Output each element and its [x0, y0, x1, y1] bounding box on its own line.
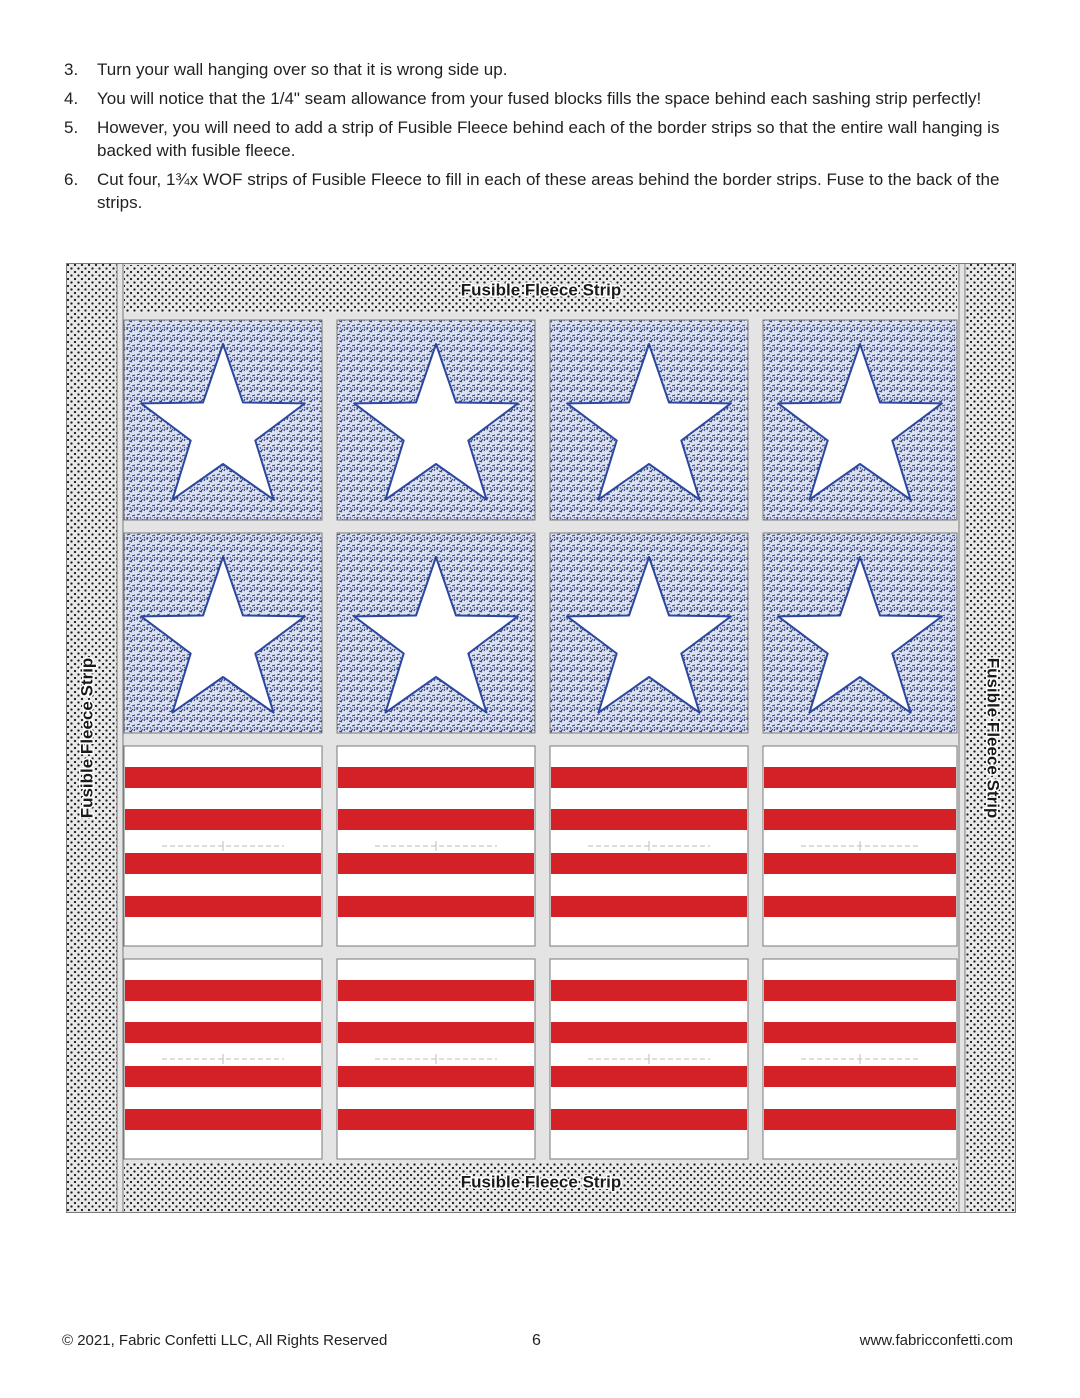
- red-stripe: [338, 1022, 534, 1043]
- quilt-back-illustration: [66, 263, 1016, 1213]
- fleece-label-left: Fusible Fleece Strip: [77, 657, 97, 819]
- red-stripe: [764, 809, 956, 830]
- red-stripe: [338, 1066, 534, 1087]
- fleece-label-top: Fusible Fleece Strip: [460, 280, 622, 300]
- red-stripe: [125, 1022, 321, 1043]
- red-stripe: [338, 1109, 534, 1130]
- red-stripe: [551, 809, 747, 830]
- step-text: Turn your wall hanging over so that it is wrong side up.: [97, 60, 508, 79]
- fleece-label-bottom: Fusible Fleece Strip: [460, 1172, 622, 1192]
- step-4: [62, 87, 1022, 110]
- step-number: 6.: [64, 170, 79, 189]
- star-block: [124, 533, 322, 733]
- star-block: [550, 533, 748, 733]
- star-block: [337, 320, 535, 520]
- stripe-block: [124, 959, 322, 1159]
- stripe-block: [337, 746, 535, 946]
- red-stripe: [764, 1066, 956, 1087]
- red-stripe: [338, 809, 534, 830]
- star-block: [763, 533, 957, 733]
- red-stripe: [125, 980, 321, 1001]
- stripe-block: [550, 959, 748, 1159]
- stripe-block: [337, 959, 535, 1159]
- step-text: You will notice that the 1/4" seam allowance from your fused blocks fills the space behind each sashing strip perfectly!: [97, 89, 982, 108]
- step-number: 3.: [64, 60, 79, 79]
- website-link[interactable]: www.fabricconfetti.com: [859, 1332, 1013, 1349]
- fleece-label-right: Fusible Fleece Strip: [983, 657, 1003, 819]
- star-block: [763, 320, 957, 520]
- red-stripe: [551, 980, 747, 1001]
- red-stripe: [338, 980, 534, 1001]
- red-stripe: [764, 980, 956, 1001]
- star-block: [124, 320, 322, 520]
- red-stripe: [551, 1066, 747, 1087]
- step-number: 4.: [64, 89, 79, 108]
- stripe-block: [124, 746, 322, 946]
- red-stripe: [764, 1022, 956, 1043]
- stripe-block: [763, 746, 957, 946]
- red-stripe: [338, 767, 534, 788]
- star-block: [337, 533, 535, 733]
- quilt-back-diagram: [66, 263, 1016, 1213]
- red-stripe: [125, 1109, 321, 1130]
- red-stripe: [764, 896, 956, 917]
- red-stripe: [764, 767, 956, 788]
- red-stripe: [551, 1109, 747, 1130]
- red-stripe: [551, 853, 747, 874]
- step-number: 5.: [64, 118, 79, 137]
- red-stripe: [551, 896, 747, 917]
- copyright-notice: © 2021, Fabric Confetti LLC, All Rights Reserved: [62, 1332, 388, 1349]
- step-6: [62, 168, 1022, 214]
- red-stripe: [125, 809, 321, 830]
- star-block: [550, 320, 748, 520]
- red-stripe: [338, 896, 534, 917]
- red-stripe: [125, 853, 321, 874]
- red-stripe: [764, 853, 956, 874]
- red-stripe: [125, 1066, 321, 1087]
- red-stripe: [338, 853, 534, 874]
- red-stripe: [125, 767, 321, 788]
- step-text: Cut four, 1¾x WOF strips of Fusible Fleece to fill in each of these areas behind the border strips. Fuse to the back of the strips.: [97, 170, 1000, 212]
- page-number: 6: [532, 1332, 541, 1349]
- step-5: [62, 116, 1022, 162]
- step-3: [62, 58, 1022, 81]
- instruction-steps: [62, 58, 1022, 220]
- stripe-block: [763, 959, 957, 1159]
- red-stripe: [551, 767, 747, 788]
- step-text: However, you will need to add a strip of Fusible Fleece behind each of the border strips so that the entire wall hanging is backed with fusible fleece.: [97, 118, 1000, 160]
- red-stripe: [764, 1109, 956, 1130]
- stripe-block: [550, 746, 748, 946]
- red-stripe: [125, 896, 321, 917]
- red-stripe: [551, 1022, 747, 1043]
